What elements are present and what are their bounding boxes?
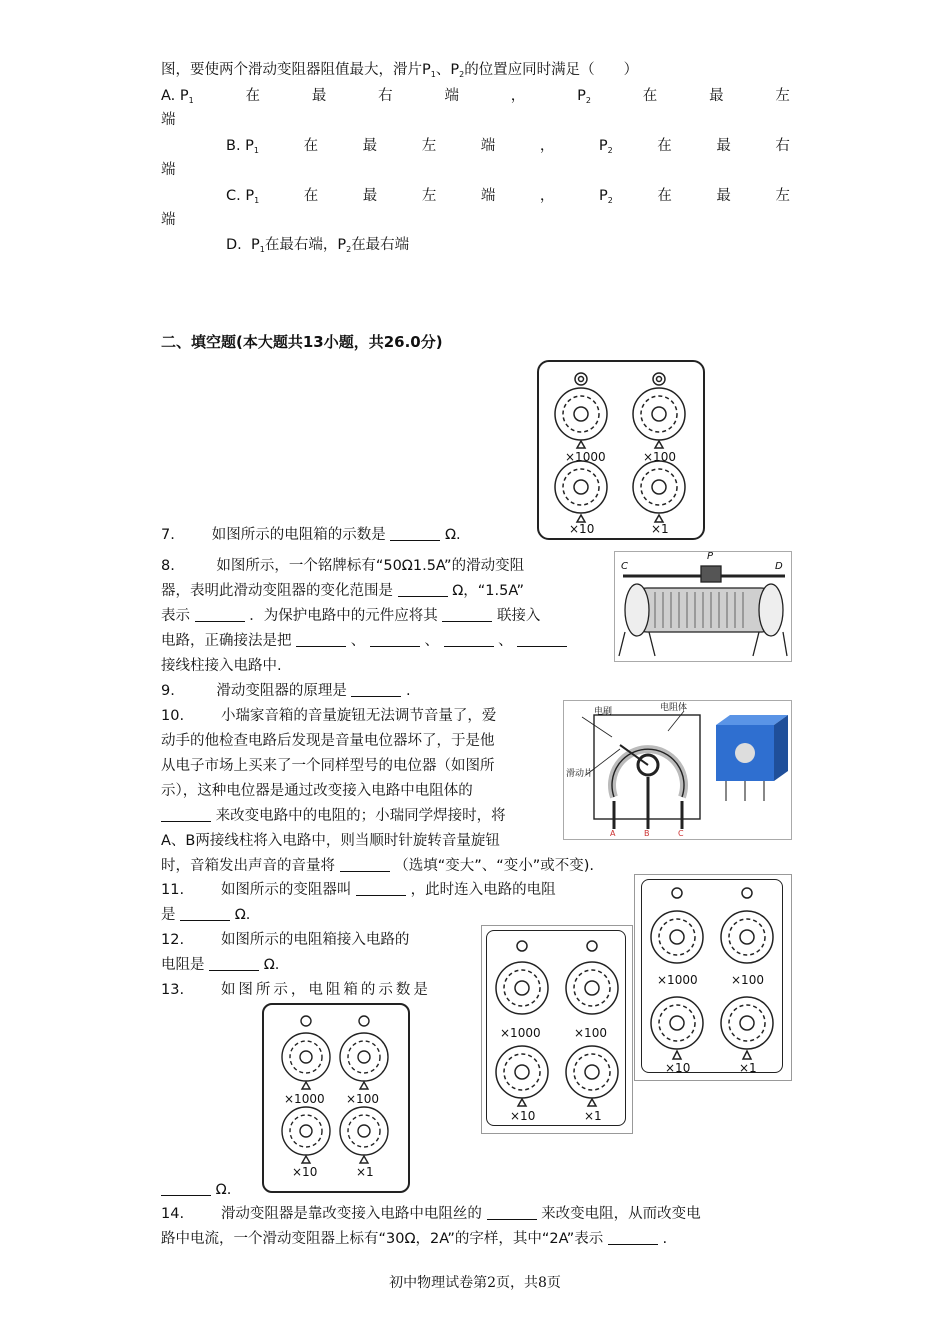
label-x1: ×1 (651, 522, 669, 536)
pot-label-body: 电阻体 (660, 703, 688, 713)
q6-option-b-tail: 端 (161, 162, 176, 178)
q14-line2: 路中电流，一个滑动变阻器上标有“30Ω，2A”的字样，其中“2A”表示 . (161, 1231, 668, 1247)
resistance-box-figure-q7 (537, 360, 705, 540)
potentiometer-drawing (564, 701, 791, 839)
label-x100: ×100 (643, 450, 676, 464)
q8-blank-meaning[interactable] (195, 608, 245, 622)
q11-line2: 是 Ω. (161, 907, 251, 923)
q6-option-c: C. $P_1$ 在 最 左 端 ， $P_2$ 在 最 左 (226, 188, 790, 205)
q13-label-x10: ×10 (292, 1165, 318, 1179)
resistance-box-figure-q12 (481, 925, 633, 1134)
q6-option-d: D. $P_1$在最右端，$P_2$在最右端 (226, 237, 410, 254)
q6-option-c-tail: 端 (161, 212, 176, 228)
q12-line1: 12. 如图所示的电阻箱接入电路的 (161, 932, 410, 948)
rheostat-label-c: C (621, 561, 628, 572)
label-x10: ×10 (569, 522, 595, 536)
q6-option-b: B. $P_1$ 在 最 左 端 ， $P_2$ 在 最 右 (226, 138, 790, 155)
q13-line2: Ω. (161, 1181, 231, 1199)
pot-label-wiper: 电刷 (594, 707, 613, 717)
q12-label-x1: ×1 (584, 1109, 602, 1123)
q8-line5: 接线柱接入电路中. (161, 658, 282, 674)
q10-line3: 从电子市场上买来了一个同样型号的电位器（如图所 (161, 758, 495, 774)
q10-line2: 动手的他检查电路后发现是音量电位器坏了，于是他 (161, 733, 495, 749)
label-x1000: ×1000 (565, 450, 606, 464)
q8-line2: 器，表明此滑动变阻器的变化范围是 Ω，“1.5A” (161, 583, 525, 599)
q11-label-x100: ×100 (731, 973, 764, 987)
q13-label-x100: ×100 (346, 1092, 379, 1106)
pot-label-c: C (678, 829, 684, 838)
potentiometer-figure (563, 700, 792, 840)
q8-blank-terminal-4[interactable] (517, 633, 567, 647)
q10-blank-volume[interactable] (340, 858, 390, 872)
q14-blank-length[interactable] (487, 1206, 537, 1220)
q14-line1: 14. 滑动变阻器是靠改变接入电路中电阻丝的 来改变电阻，从而改变电 (161, 1206, 701, 1222)
rheostat-drawing (615, 552, 791, 661)
q11-blank-resistance[interactable] (180, 907, 230, 921)
resistance-box-dials (539, 362, 703, 538)
q6-option-a-tail: 端 (161, 112, 176, 128)
q10-line4: 示），这种电位器是通过改变接入电路中电阻体的 (161, 783, 473, 799)
q8-line4: 电路，正确接法是把 、 、 、 (161, 632, 567, 650)
q13-label-x1: ×1 (356, 1165, 374, 1179)
q7: 7. 如图所示的电阻箱的示数是 Ω. (161, 527, 461, 543)
q9-blank[interactable] (351, 683, 401, 697)
q10-blank-length[interactable] (161, 808, 211, 822)
q8-line3: 表示 ．为保护电路中的元件应将其 联接入 (161, 608, 541, 624)
q8-line1: 8. 如图所示，一个铭牌标有“50Ω1.5A”的滑动变阻 (161, 558, 525, 574)
pot-label-a: A (610, 829, 616, 838)
q11-blank-name[interactable] (356, 882, 406, 896)
q11-label-x10: ×10 (665, 1061, 691, 1075)
q12-label-x10: ×10 (510, 1109, 536, 1123)
pot-label-b: B (644, 829, 650, 838)
q14-blank-meaning[interactable] (608, 1231, 658, 1245)
pot-label-slider: 滑动片 (566, 769, 594, 779)
q12-blank[interactable] (209, 957, 259, 971)
rheostat-figure (614, 551, 792, 662)
q11-label-x1: ×1 (739, 1061, 757, 1075)
q10-line6: A、B两接线柱将入电路中，则当顺时针旋转音量旋钮 (161, 833, 500, 849)
resistance-box-figure-q11 (634, 874, 792, 1081)
q11-line1: 11. 如图所示的变阻器叫 ，此时连入电路的电阻 (161, 882, 556, 898)
rheostat-label-p: P (707, 551, 714, 562)
q12-line2: 电阻是 Ω. (161, 957, 280, 973)
q6-stem: 图，要使两个滑动变阻器阻值最大，滑片$P_1$、$P_2$的位置应同时满足（ ） (161, 62, 639, 79)
q7-blank[interactable] (390, 527, 440, 541)
q13-line1: 13. 如图所示，电阻箱的示数是 (161, 982, 431, 998)
page-footer: 初中物理试卷第2页，共8页 (389, 1275, 561, 1291)
q8-blank-range[interactable] (398, 583, 448, 597)
q9: 9. 滑动变阻器的原理是 . (161, 683, 411, 699)
q11-label-x1000: ×1000 (657, 973, 698, 987)
q12-label-x100: ×100 (574, 1026, 607, 1040)
section-heading: 二、填空题(本大题共13小题，共26.0分) (161, 333, 443, 351)
q10-line5: 来改变电路中的电阻的；小瑞同学焊接时，将 (161, 807, 506, 825)
q10-line7: 时，音箱发出声音的音量将 （选填“变大”、“变小”或不变). (161, 858, 595, 874)
q8-blank-connection[interactable] (442, 608, 492, 622)
q8-blank-terminal-2[interactable] (370, 633, 420, 647)
q12-label-x1000: ×1000 (500, 1026, 541, 1040)
q13-label-x1000: ×1000 (284, 1092, 325, 1106)
q13-blank[interactable] (161, 1182, 211, 1196)
q8-blank-terminal-3[interactable] (444, 633, 494, 647)
q10-line1: 10. 小瑞家音箱的音量旋钮无法调节音量了，爱 (161, 708, 497, 724)
resistance-box-figure-q13 (262, 1003, 410, 1193)
q6-option-a: A. $P_1$ 在 最 右 端 ， $P_2$ 在 最 左 (161, 88, 790, 105)
q8-blank-terminal-1[interactable] (296, 633, 346, 647)
rheostat-label-d: D (775, 561, 783, 572)
